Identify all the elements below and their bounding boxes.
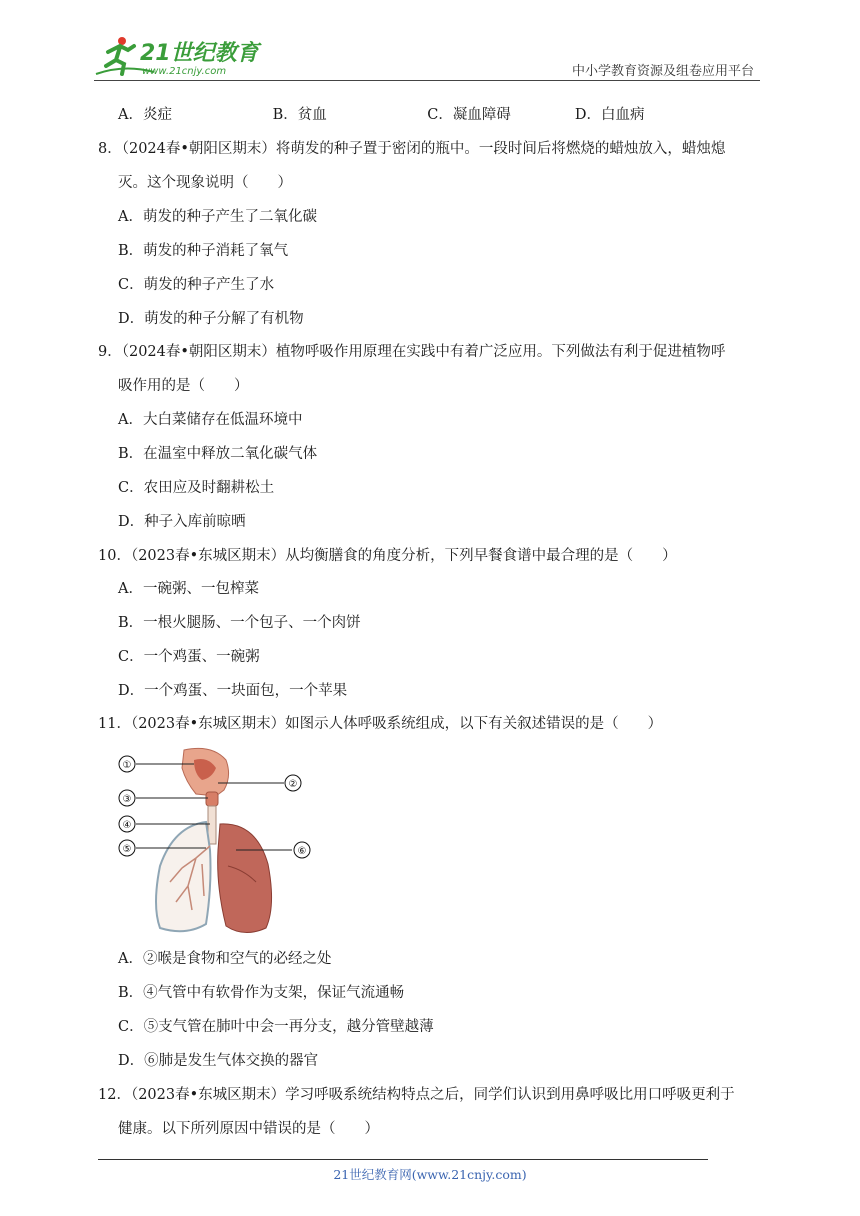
label-1: ① (122, 760, 132, 771)
svg-text:www.21cnjy.com: www.21cnjy.com (142, 66, 227, 77)
q8-option-a[interactable]: A．萌发的种子产生了二氧化碳 (118, 209, 317, 225)
q8-stem-line2: 灭。这个现象说明（ ） (118, 175, 292, 191)
q12-stem-line2: 健康。以下所列原因中错误的是（ ） (118, 1121, 379, 1137)
q8-option-d[interactable]: D．萌发的种子分解了有机物 (118, 311, 304, 327)
label-6: ⑥ (297, 846, 307, 857)
label-2: ② (288, 779, 298, 790)
q9-stem-line1: 9．（2024春•朝阳区期末）植物呼吸作用原理在实践中有着广泛应用。下列做法有利于促进植物呼 (98, 344, 726, 360)
q10-option-d[interactable]: D．一个鸡蛋、一块面包，一个苹果 (118, 683, 348, 699)
q7-option-c[interactable]: C．凝血障碍 (427, 107, 511, 123)
svg-text:21世纪教育: 21世纪教育 (140, 41, 259, 66)
q11-stem-line1: 11．（2023春•东城区期末）如图示人体呼吸系统组成，以下有关叙述错误的是（ ） (98, 716, 663, 732)
q11-option-d[interactable]: D．⑥肺是发生气体交换的器官 (118, 1053, 319, 1069)
label-3: ③ (122, 794, 132, 805)
header-divider (94, 80, 760, 81)
q9-stem-line2: 吸作用的是（ ） (118, 378, 249, 394)
q8-option-c[interactable]: C．萌发的种子产生了水 (118, 277, 275, 293)
q7-options (118, 105, 644, 125)
respiratory-system-figure (116, 746, 316, 941)
site-logo (94, 34, 264, 78)
q11-option-b[interactable]: B．④气管中有软骨作为支架，保证气流通畅 (118, 985, 405, 1001)
footer-link[interactable]: 21世纪教育网(www.21cnjy.com) (333, 1167, 527, 1182)
page-header (94, 30, 760, 80)
q7-option-a[interactable]: A．炎症 (118, 107, 172, 123)
q10-stem-line1: 10．（2023春•东城区期末）从均衡膳食的角度分析，下列早餐食谱中最合理的是（ ） (98, 548, 677, 564)
q9-option-c[interactable]: C．农田应及时翻耕松土 (118, 480, 275, 496)
platform-name: 中小学教育资源及组卷应用平台 (571, 64, 754, 79)
q7-option-b[interactable]: B．贫血 (272, 107, 327, 123)
label-4: ④ (122, 820, 132, 831)
q8-stem-line1: 8．（2024春•朝阳区期末）将萌发的种子置于密闭的瓶中。一段时间后将燃烧的蜡烛放入，蜡烛熄 (98, 141, 726, 157)
q9-option-a[interactable]: A．大白菜储存在低温环境中 (118, 412, 303, 428)
label-5: ⑤ (122, 844, 132, 855)
q8-option-b[interactable]: B．萌发的种子消耗了氧气 (118, 243, 289, 259)
q10-option-b[interactable]: B．一根火腿肠、一个包子、一个肉饼 (118, 615, 361, 631)
q9-option-d[interactable]: D．种子入库前晾晒 (118, 514, 246, 530)
q10-option-a[interactable]: A．一碗粥、一包榨菜 (118, 581, 259, 597)
footer-divider (98, 1159, 708, 1160)
q7-option-d[interactable]: D．白血病 (574, 107, 645, 123)
q12-stem-line1: 12．（2023春•东城区期末）学习呼吸系统结构特点之后，同学们认识到用鼻呼吸比用口呼吸更利于 (98, 1087, 735, 1103)
q11-option-c[interactable]: C．⑤支气管在肺叶中会一再分支，越分管壁越薄 (118, 1019, 434, 1035)
q11-option-a[interactable]: A．②喉是食物和空气的必经之处 (118, 951, 332, 967)
q9-option-b[interactable]: B．在温室中释放二氧化碳气体 (118, 446, 318, 462)
q10-option-c[interactable]: C．一个鸡蛋、一碗粥 (118, 649, 260, 665)
